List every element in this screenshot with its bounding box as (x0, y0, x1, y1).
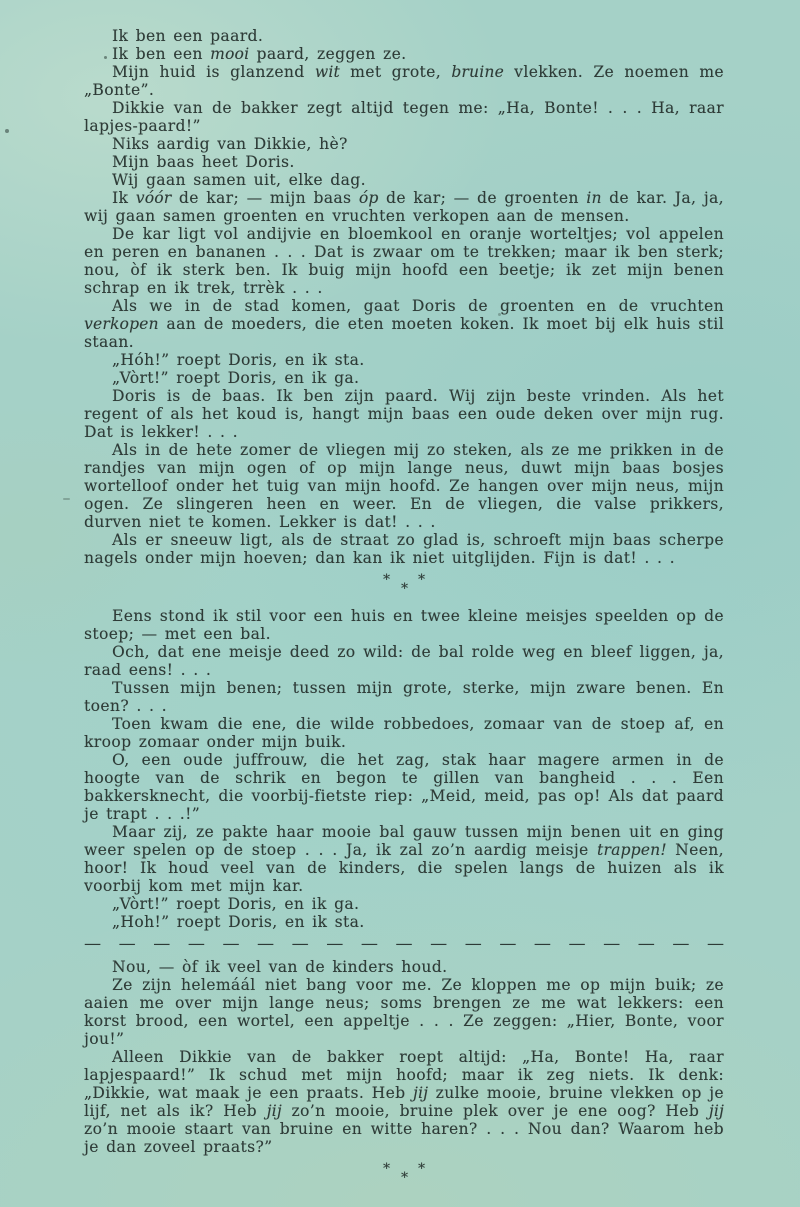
scan-speck (5, 129, 9, 133)
asterisk-glyph: * (401, 581, 409, 597)
scan-speck (63, 498, 70, 500)
asterism-separator (84, 572, 724, 600)
paragraph (84, 751, 724, 823)
text-run: de kar; — mijn baas (171, 189, 359, 207)
asterisk-glyph: * (418, 572, 426, 588)
text-run: Maar zij, ze pakte haar mooie bal gauw tussen mijn benen uit en ging weer spelen op de stoep . . . Ja, ik zal zo’n aardig meisje (84, 823, 724, 859)
paragraph (84, 913, 724, 931)
italic-text: jij (412, 1084, 429, 1102)
text-run: Als we in de stad komen, gaat Doris de groenten en de vruchten (112, 297, 724, 315)
paragraph (84, 351, 724, 369)
paragraph (84, 189, 724, 225)
text-run: Ik ben een (112, 45, 211, 63)
italic-text: bruine (451, 63, 504, 81)
paragraph (84, 607, 724, 643)
paragraph (84, 135, 724, 153)
text-run: De kar ligt vol andijvie en bloemkool en oranje worteltjes; vol appelen en peren en bananen . . . Dat is zwaar om te trekken; maar ik ben sterk; nou, òf ik sterk ben. Ik buig mijn hoofd een beetje; ik zet mijn benen schrap en ik trek, trrèk . . . (84, 225, 724, 297)
text-run: Doris is de baas. Ik ben zijn paard. Wij zijn beste vrinden. Als het regent of als het koud is, hangt mijn baas een oude deken over mijn rug. Dat is lekker! . . . (84, 387, 724, 441)
dash-glyph: — (360, 934, 378, 954)
text-run: Tussen mijn benen; tussen mijn grote, sterke, mijn zware benen. En toen? . . . (84, 679, 724, 715)
text-run: Mijn huid is glanzend (112, 63, 315, 81)
text-run: Mijn baas heet Doris. (112, 153, 295, 171)
paragraph (84, 27, 724, 45)
text-run: Niks aardig van Dikkie, hè? (112, 135, 348, 153)
dash-glyph: — (430, 934, 448, 954)
text-run: met grote, (339, 63, 452, 81)
italic-text: óp (358, 189, 379, 207)
italic-text: verkopen (84, 315, 159, 333)
paragraph (84, 679, 724, 715)
italic-text: mooi (210, 45, 250, 63)
dash-glyph: — (568, 934, 586, 954)
dash-glyph: — (118, 934, 136, 954)
paragraph (84, 976, 724, 1048)
dashed-rule-separator (84, 936, 724, 952)
paragraph (84, 171, 724, 189)
text-run: zo’n mooie staart van bruine en witte haren? . . . Nou dan? Waarom heb je dan zoveel praats?” (84, 1120, 724, 1156)
paragraph (84, 63, 724, 99)
dash-glyph: — (499, 934, 517, 954)
text-run: O, een oude juffrouw, die het zag, stak haar magere armen in de hoogte van de schrik en begon te gillen van bangheid . . . Een bakkersknecht, die voorbij-fietste riep: „Meid, meid, pas op! Als dat paard je trapt . . .!” (84, 751, 724, 823)
text-run: Alleen Dikkie van de bakker roept altijd: „Ha, Bonte! Ha, raar lapjespaard!” Ik schud met mijn hoofd; maar ik zeg niets. Ik denk: „Dikkie, wat maak je een praats. Heb (84, 1048, 724, 1102)
dash-glyph: — (291, 934, 309, 954)
text-run: „Vòrt!” roept Doris, en ik ga. (112, 895, 360, 913)
text-run: de kar. Ja, ja, wij gaan samen groenten en vruchten verkopen aan de mensen. (84, 189, 724, 225)
paragraph (84, 297, 724, 351)
paragraph (84, 441, 724, 531)
paragraph (84, 99, 724, 135)
paragraph (84, 895, 724, 913)
text-run: „Vòrt!” roept Doris, en ik ga. (112, 369, 360, 387)
text-run: Nou, — òf ik veel van de kinders houd. (112, 958, 448, 976)
text-run: Eens stond ik stil voor een huis en twee kleine meisjes speelden op de stoep; — met een bal. (84, 607, 724, 643)
dash-glyph: — (533, 934, 551, 954)
text-run: vlekken. Ze noemen me „Bonte”. (84, 63, 724, 99)
paragraph (84, 45, 724, 63)
text-run: Als er sneeuw ligt, als de straat zo glad is, schroeft mijn baas scherpe nagels onder mijn hoeven; dan kan ik niet uitglijden. Fijn is dat! . . . (84, 531, 724, 567)
text-run: Neen, hoor! Ik houd veel van de kinders, die spelen langs de huizen als ik voorbij kom met mijn kar. (84, 841, 724, 895)
asterisk-glyph: * (383, 1161, 391, 1177)
dash-glyph: — (84, 934, 101, 954)
text-run: Ik ben een paard. (112, 27, 264, 45)
text-run: Wij gaan samen uit, elke dag. (112, 171, 366, 189)
text-run: „Hóh!” roept Doris, en ik sta. (112, 351, 365, 369)
paragraph (84, 369, 724, 387)
dash-glyph: — (464, 934, 482, 954)
paragraph (84, 1048, 724, 1156)
text-run: Och, dat ene meisje deed zo wild: de bal rolde weg en bleef liggen, ja, raad eens! . . . (84, 643, 724, 679)
dash-glyph: — (153, 934, 171, 954)
asterisk-glyph: * (418, 1161, 426, 1177)
text-run: „Hoh!” roept Doris, en ik sta. (112, 913, 365, 931)
dash-glyph: — (326, 934, 344, 954)
text-run: de kar; — de groenten (378, 189, 587, 207)
story-text (84, 27, 724, 1196)
dash-glyph: — (257, 934, 275, 954)
paragraph (84, 531, 724, 567)
dash-glyph: — (672, 934, 690, 954)
paragraph (84, 823, 724, 895)
text-run: zo’n mooie, bruine plek over je ene oog? Heb (281, 1102, 709, 1120)
italic-text: vóór (135, 189, 172, 207)
asterism-separator (84, 1161, 724, 1189)
text-run: Toen kwam die ene, die wilde robbedoes, zomaar van de stoep af, en kroop zomaar onder mijn buik. (84, 715, 724, 751)
paragraph (84, 715, 724, 751)
dash-glyph: — (637, 934, 655, 954)
dash-glyph: — (395, 934, 413, 954)
dash-glyph: — (222, 934, 240, 954)
dash-glyph: — (706, 934, 724, 954)
italic-text: trappen! (597, 841, 667, 859)
italic-text: jij (266, 1102, 282, 1120)
paragraph (84, 153, 724, 171)
paragraph (84, 225, 724, 297)
dash-glyph: — (187, 934, 205, 954)
dash-glyph: — (603, 934, 621, 954)
text-run: Als in de hete zomer de vliegen mij zo steken, als ze me prikken in de randjes van mijn ogen of op mijn lange neus, duwt mijn baas bosjes wortelloof onder het tuig van mijn hoofd. Ze hangen over mijn neus, mijn ogen. Ze slingeren heen en weer. En de vliegen, die valse prikkers, durven niet te komen. Lekker is dat! . . . (84, 441, 724, 531)
text-run: aan de moeders, die eten moeten koken. Ik moet bij elk huis stil staan. (84, 315, 724, 351)
text-run: Ze zijn helemáál niet bang voor me. Ze kloppen me op mijn buik; ze aaien me over mijn lange neus; soms brengen ze me wat lekkers: een korst brood, een wortel, een appeltje . . . Ze zeggen: „Hier, Bonte, voor jou!” (84, 976, 724, 1048)
italic-text: jij (708, 1102, 724, 1120)
text-run: paard, zeggen ze. (249, 45, 407, 63)
text-run: Ik (112, 189, 136, 207)
italic-text: in (586, 189, 602, 207)
paragraph (84, 387, 724, 441)
text-run: Dikkie van de bakker zegt altijd tegen me: „Ha, Bonte! . . . Ha, raar lapjes-paard!” (84, 99, 724, 135)
italic-text: wit (314, 63, 340, 81)
paragraph (84, 958, 724, 976)
paragraph (84, 643, 724, 679)
asterisk-glyph: * (383, 572, 391, 588)
text-run: zulke mooie, bruine vlekken op je lijf, net als ik? Heb (84, 1084, 724, 1120)
asterisk-glyph: * (401, 1170, 409, 1186)
